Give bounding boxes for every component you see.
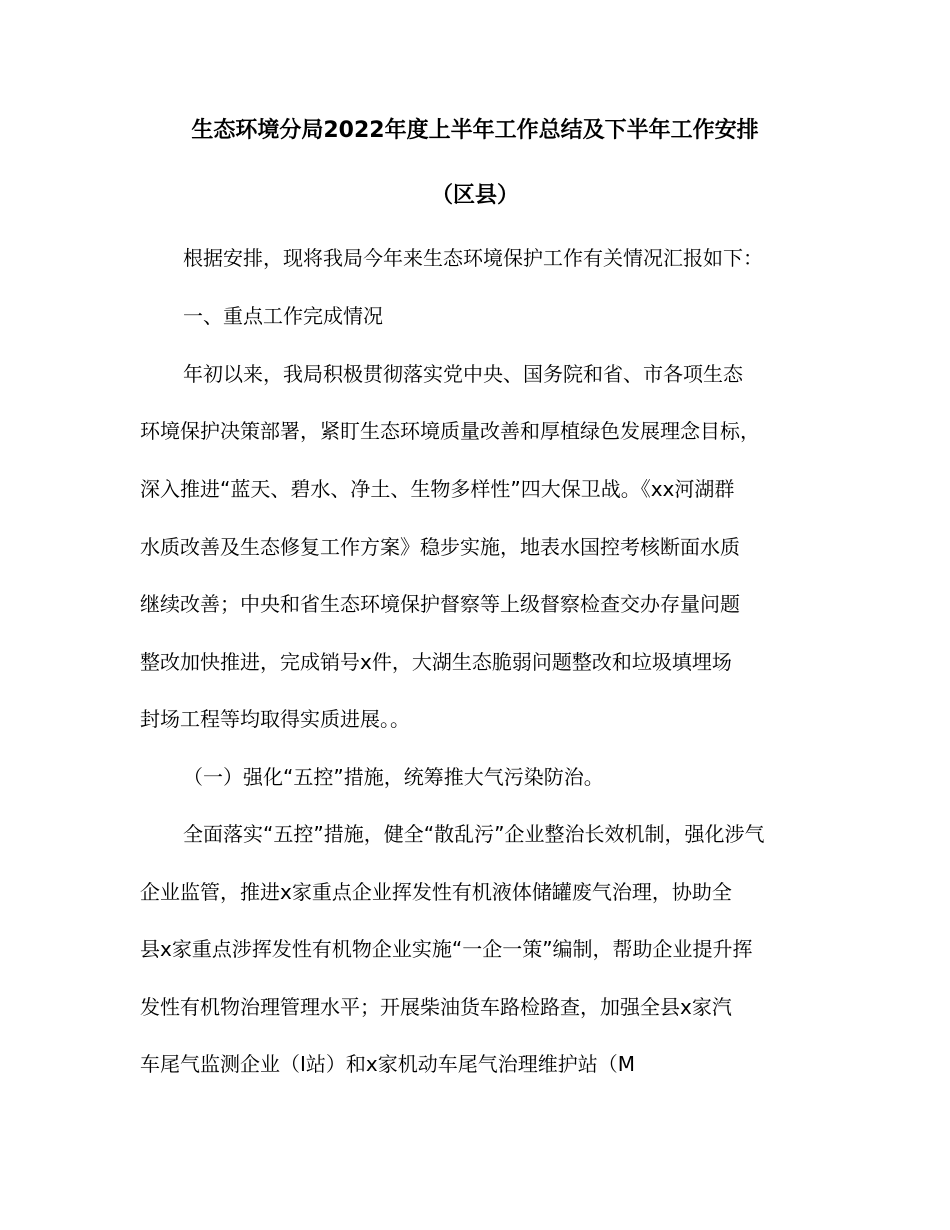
paragraph-line: 县x家重点涉挥发性有机物企业实施“一企一策”编制，帮助企业提升挥 xyxy=(140,937,753,961)
paragraph-intro: 根据安排，现将我局今年来生态环境保护工作有关情况汇报如下： xyxy=(183,246,763,270)
paragraph-line: 封场工程等均取得实质进展。。 xyxy=(140,707,410,731)
paragraph-line: 水质改善及生态修复工作方案》稳步实施，地表水国控考核断面水质 xyxy=(140,535,740,559)
paragraph-line: 车尾气监测企业（I站）和x家机动车尾气治理维护站（M xyxy=(140,1052,635,1076)
subsection-heading-1: （一）强化“五控”措施，统筹推大气污染防治。 xyxy=(183,765,604,789)
paragraph-line: 环境保护决策部署，紧盯生态环境质量改善和厚植绿色发展理念目标， xyxy=(140,419,760,443)
section-heading-1: 一、重点工作完成情况 xyxy=(183,304,383,328)
paragraph-line: 继续改善；中央和省生态环境保护督察等上级督察检查交办存量问题 xyxy=(140,592,740,616)
paragraph-line: 深入推进“蓝天、碧水、净土、生物多样性”四大保卫战。《xx河湖群 xyxy=(140,477,735,501)
paragraph-line: 全面落实“五控”措施，健全“散乱污”企业整治长效机制，强化涉气 xyxy=(183,822,765,846)
document-title-line-2: （区县） xyxy=(430,183,519,208)
paragraph-line: 整改加快推进，完成销号x件，大湖生态脆弱问题整改和垃圾填埋场 xyxy=(140,650,732,674)
paragraph-line: 企业监管，推进x家重点企业挥发性有机液体储罐废气治理，协助全 xyxy=(140,880,732,904)
paragraph-line: 年初以来，我局积极贯彻落实党中央、国务院和省、市各项生态 xyxy=(183,362,743,386)
document-title-line-1: 生态环境分局2022年度上半年工作总结及下半年工作安排 xyxy=(191,118,759,143)
paragraph-line: 发性有机物治理管理水平；开展柴油货车路检路查，加强全县x家汽 xyxy=(140,995,732,1019)
